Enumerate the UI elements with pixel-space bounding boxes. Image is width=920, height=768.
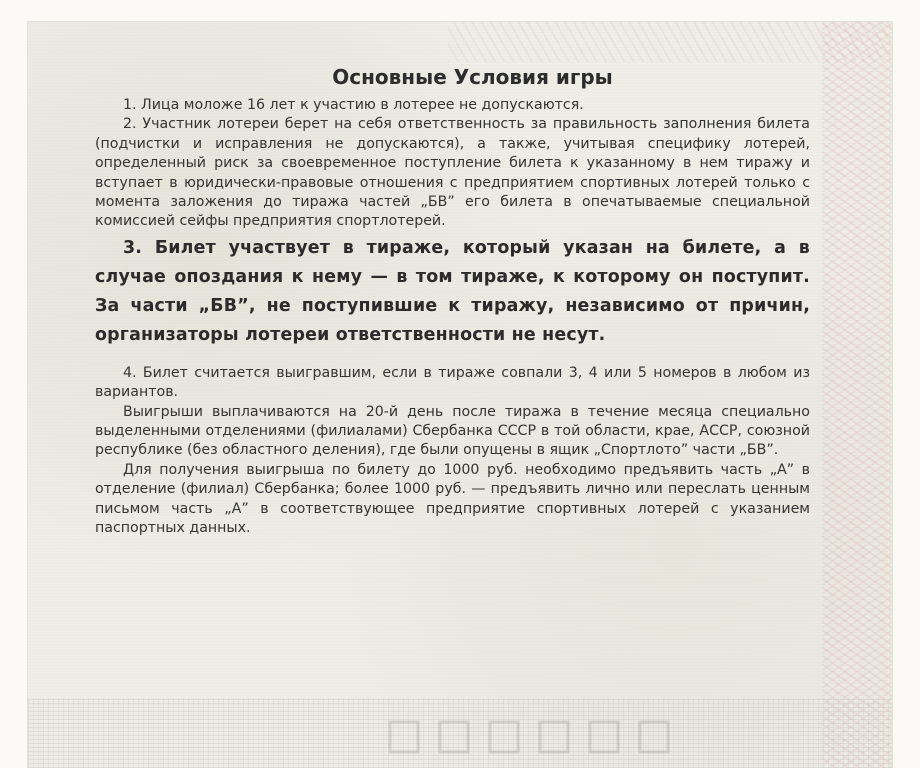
bleed-through-print bbox=[358, 712, 678, 762]
rule-2: 2. Участник лотереи берет на себя ответственность за правильность заполнения билета (подчистки и исправления не допускаются), а также, учитывая специфику лотерей, определенный риск за своевременное поступление билета к указанному в нем тиражу и вступает в юридически-правовые отношения с предприятием спортивных лотерей только с момента заложения до тиража частей „БВ” его билета в опечатываемые специальной комиссией сейфы предприятия спортлотерей. bbox=[95, 116, 810, 230]
rule-1: 1. Лица моложе 16 лет к участию в лотерее не допускаются. bbox=[123, 97, 584, 113]
payout-paragraph: Выигрыши выплачиваются на 20-й день после тиража в течение месяца специально выделенными отделениями (филиалами) Сбербанка СССР в той области, крае, АССР, союзной республике (без областного деления), где были опущены в ящик „Спортлото” части „БВ”. bbox=[95, 403, 810, 459]
rule-3: 3. Билет участвует в тираже, который указан на билете, а в случае опоздания к нему — в том тираже, к которому он поступит. За части „БВ”, не поступившие к тиражу, независимо от причин, организаторы лотереи ответственности не несут. bbox=[95, 237, 810, 345]
security-pattern-edge bbox=[822, 22, 892, 768]
document-title: Основные Условия игры bbox=[332, 65, 613, 89]
rule-4: 4. Билет считается выигравшим, если в тираже совпали 3, 4 или 5 номеров в любом из вариантов. bbox=[95, 364, 810, 401]
claim-paragraph: Для получения выигрыша по билету до 1000 руб. необходимо предъявить часть „А” в отделение (филиал) Сбербанка; более 1000 руб. — предъявить лично или переслать ценным письмом часть „А” в соответствующее предприятие спортивных лотерей с указанием паспортных данных. bbox=[95, 461, 810, 537]
conditions-text bbox=[95, 58, 810, 539]
